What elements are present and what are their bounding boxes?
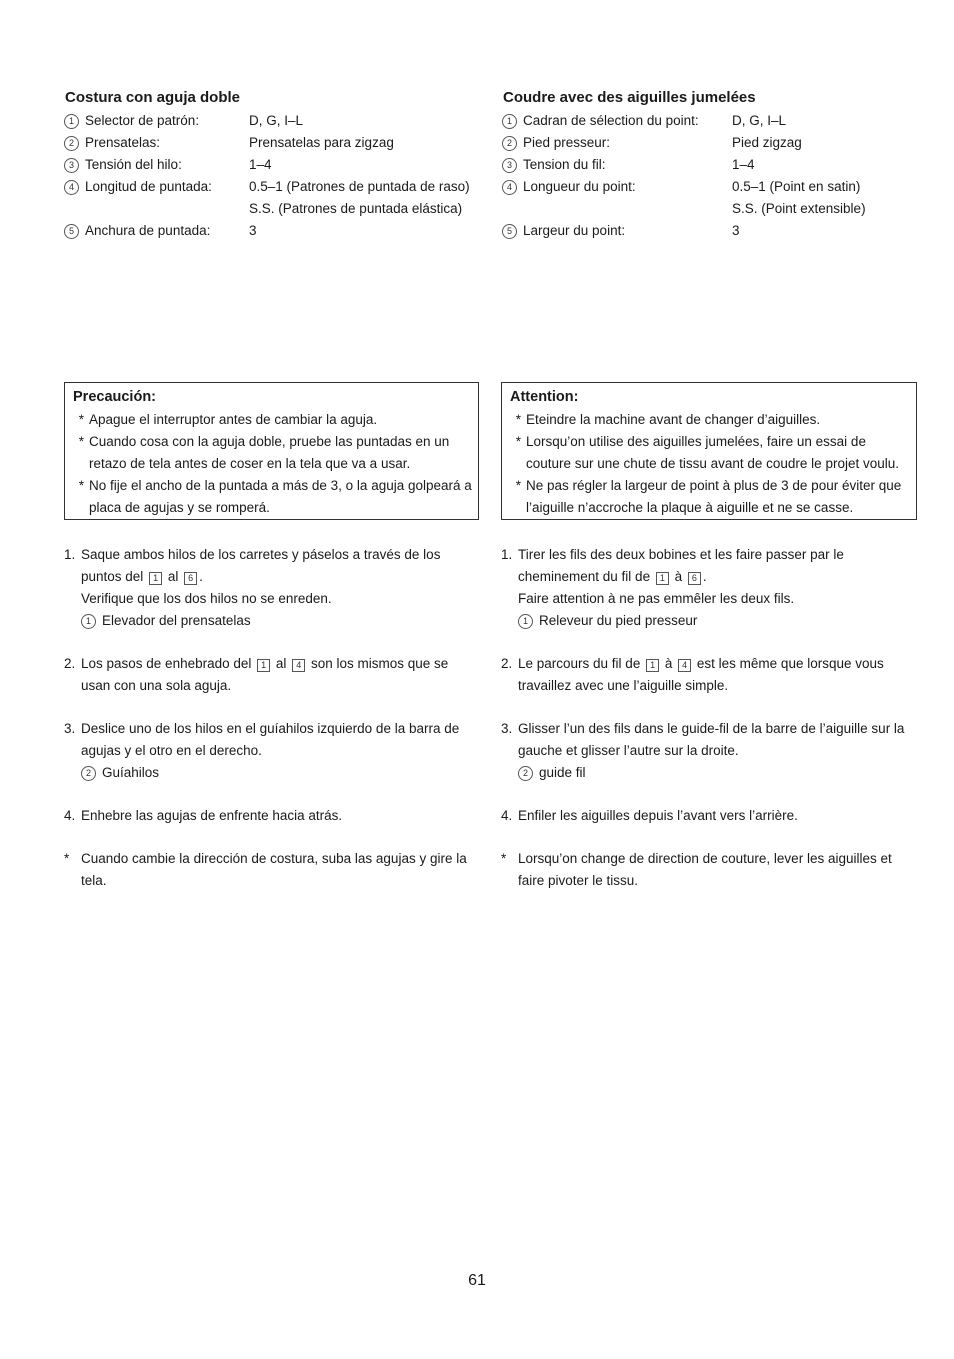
setting-label: Longitud de puntada: — [85, 179, 212, 194]
setting-value: 3 — [249, 223, 257, 238]
setting-label: Anchura de puntada: — [85, 223, 211, 238]
circled-number-icon: 1 — [64, 114, 79, 129]
circled-number-icon: 1 — [81, 614, 96, 629]
setting-row — [64, 220, 484, 242]
step-note: Faire attention à ne pas emmêler les deux fils. — [518, 591, 795, 606]
setting-value: 0.5–1 (Point en satin) — [732, 179, 861, 194]
step-note-item: * Lorsqu’on change de direction de couture, lever les aiguilles et faire pivoter le tissu. — [501, 851, 892, 888]
setting-value: 1–4 — [249, 157, 272, 172]
square-number-icon: 6 — [688, 572, 701, 585]
setting-label: Selector de patrón: — [85, 113, 200, 128]
circled-number-icon: 4 — [64, 180, 79, 195]
setting-row — [502, 110, 918, 132]
circled-number-icon: 1 — [518, 614, 533, 629]
setting-value: 0.5–1 (Patrones de puntada de raso) — [249, 179, 470, 194]
setting-row — [64, 110, 484, 132]
square-number-icon: 4 — [292, 659, 305, 672]
setting-value: D, G, I–L — [249, 113, 304, 128]
setting-row — [502, 132, 918, 154]
step-reference: 2 guide fil — [518, 762, 917, 784]
square-number-icon: 1 — [656, 572, 669, 585]
step-note-item: * Cuando cambie la dirección de costura, suba las agujas y gire la tela. — [64, 851, 467, 888]
setting-label: Largeur du point: — [523, 223, 626, 238]
caution-item: * Eteindre la machine avant de changer d’aiguilles. — [515, 412, 821, 427]
step-item: 4. Enhebre las agujas de enfrente hacia atrás. — [64, 808, 343, 823]
step-reference: 1 Releveur du pied presseur — [518, 610, 917, 632]
step-item: 1. Tirer les fils des deux bobines et les faire passer par le cheminement du fil de 1 à 6 . Faire attention à ne pas emmêler les deux fils. 1 Releveur du pied presseur — [501, 544, 917, 632]
circled-number-icon: 2 — [502, 136, 517, 151]
page-number: 61 — [468, 1272, 486, 1289]
circled-number-icon: 2 — [64, 136, 79, 151]
setting-label: Cadran de sélection du point: — [523, 113, 699, 128]
circled-number-icon: 5 — [502, 224, 517, 239]
caution-item: * Apague el interruptor antes de cambiar la aguja. — [78, 412, 378, 427]
section-title-fr: Coudre avec des aiguilles jumelées — [503, 89, 756, 106]
caution-item: * Cuando cosa con la aguja doble, pruebe las puntadas en un retazo de tela antes de coser en la tela que va a usar. — [78, 434, 450, 471]
setting-value: 1–4 — [732, 157, 755, 172]
step-item: 3. Deslice uno de los hilos en el guíahilos izquierdo de la barra de agujas y el otro en el derecho. 2 Guíahilos — [64, 718, 480, 784]
caution-title: Precaución: — [73, 389, 156, 405]
setting-row — [64, 154, 484, 176]
step-item: 2. Le parcours du fil de 1 à 4 est les même que lorsque vous travaillez avec une l’aiguille simple. — [501, 656, 884, 693]
settings-fr — [502, 89, 918, 242]
circled-number-icon: 5 — [64, 224, 79, 239]
step-item: 1. Saque ambos hilos de los carretes y páselos a través de los puntos del 1 al 6 . Verifique que los dos hilos no se enreden. 1 Elevador del prensatelas — [64, 544, 480, 632]
step-reference: 1 Elevador del prensatelas — [81, 610, 480, 632]
setting-label: Tensión del hilo: — [85, 157, 182, 172]
setting-row — [502, 176, 918, 220]
caution-box-es — [64, 382, 479, 520]
setting-value: Pied zigzag — [732, 135, 802, 150]
setting-value: D, G, I–L — [732, 113, 787, 128]
steps-es — [64, 544, 480, 913]
setting-label: Tension du fil: — [523, 157, 606, 172]
setting-value: Prensatelas para zigzag — [249, 135, 394, 150]
circled-number-icon: 4 — [502, 180, 517, 195]
setting-label: Longueur du point: — [523, 179, 636, 194]
step-item: 2. Los pasos de enhebrado del 1 al 4 son los mismos que se usan con una sola aguja. — [64, 656, 449, 693]
setting-value-secondary: S.S. (Point extensible) — [732, 201, 866, 216]
setting-label: Prensatelas: — [85, 135, 161, 150]
circled-number-icon: 3 — [502, 158, 517, 173]
setting-row — [502, 220, 918, 242]
step-item: 4. Enfiler les aiguilles depuis l’avant vers l’arrière. — [501, 808, 798, 823]
setting-value: 3 — [732, 223, 740, 238]
step-item: 3. Glisser l’un des fils dans le guide-fil de la barre de l’aiguille sur la gauche et glisser l’autre sur la droite. 2 guide fil — [501, 718, 917, 784]
step-reference: 2 Guíahilos — [81, 762, 480, 784]
circled-number-icon: 1 — [502, 114, 517, 129]
section-title-es: Costura con aguja doble — [65, 89, 241, 106]
circled-number-icon: 3 — [64, 158, 79, 173]
setting-row — [64, 132, 484, 154]
square-number-icon: 1 — [646, 659, 659, 672]
caution-item: * Lorsqu’on utilise des aiguilles jumelées, faire un essai de couture sur une chute de tissu avant de coudre le projet voulu. — [515, 434, 899, 471]
circled-number-icon: 2 — [518, 766, 533, 781]
caution-box-fr — [501, 382, 917, 520]
steps-fr — [501, 544, 917, 913]
square-number-icon: 4 — [678, 659, 691, 672]
setting-row — [502, 154, 918, 176]
square-number-icon: 1 — [257, 659, 270, 672]
caution-item: * No fije el ancho de la puntada a más de 3, o la aguja golpeará a placa de agujas y se romperá. — [78, 478, 472, 515]
setting-value-secondary: S.S. (Patrones de puntada elástica) — [249, 201, 463, 216]
setting-row — [64, 176, 484, 220]
setting-label: Pied presseur: — [523, 135, 611, 150]
settings-es — [64, 89, 484, 242]
caution-title: Attention: — [510, 389, 579, 405]
square-number-icon: 6 — [184, 572, 197, 585]
square-number-icon: 1 — [149, 572, 162, 585]
caution-item: * Ne pas régler la largeur de point à plus de 3 de pour éviter que l’aiguille n’accroche la plaque à aiguille et ne se casse. — [515, 478, 902, 515]
circled-number-icon: 2 — [81, 766, 96, 781]
step-note: Verifique que los dos hilos no se enreden. — [81, 591, 332, 606]
